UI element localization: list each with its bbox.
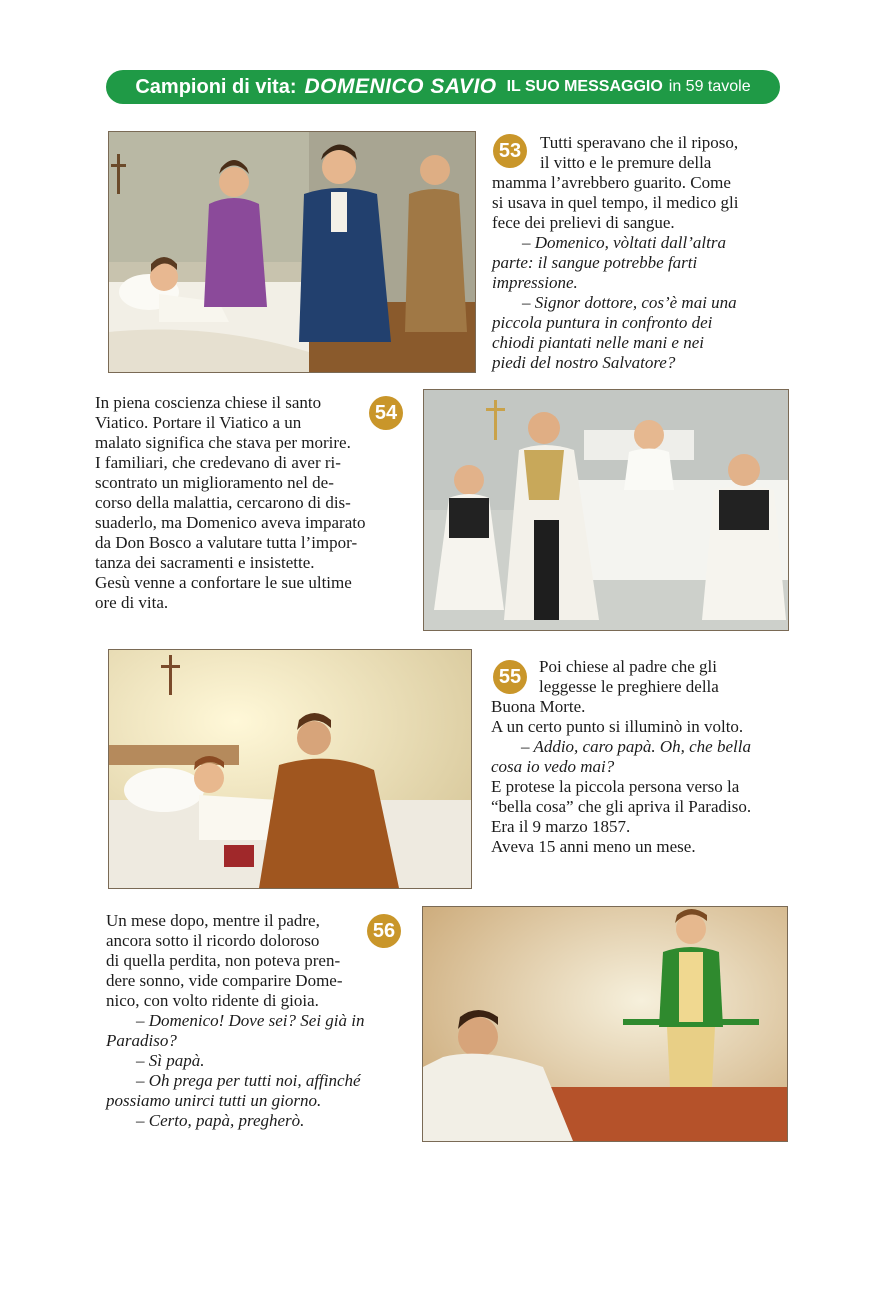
text-line: “bella cosa” che gli apriva il Paradiso. bbox=[491, 797, 752, 816]
text-line: – Addio, caro papà. Oh, che bella bbox=[521, 737, 751, 756]
text-line: cosa io vedo mai? bbox=[491, 757, 615, 776]
text-line: In piena coscienza chiese il santo bbox=[95, 393, 322, 412]
text-line: E protese la piccola persona verso la bbox=[491, 777, 740, 796]
text-line: tanza dei sacramenti e insistette. bbox=[95, 553, 315, 572]
illustration-54 bbox=[423, 389, 789, 631]
text-line: piedi del nostro Salvatore? bbox=[492, 353, 676, 372]
banner-series: Campioni di vita: bbox=[135, 75, 297, 98]
text-line: scontrato un miglioramento nel de- bbox=[95, 473, 334, 492]
text-line: Poi chiese al padre che gli bbox=[539, 657, 717, 676]
text-line: impressione. bbox=[492, 273, 578, 292]
text-line: Tutti speravano che il riposo, bbox=[540, 133, 739, 152]
text-line: parte: il sangue potrebbe farti bbox=[492, 253, 698, 272]
text-line: chiodi piantati nelle mani e nei bbox=[492, 333, 704, 352]
text-line: nico, con volto ridente di gioia. bbox=[106, 991, 319, 1010]
text-line: il vitto e le premure della bbox=[540, 153, 712, 172]
text-line: A un certo punto si illuminò in volto. bbox=[491, 717, 744, 736]
text-line: Viatico. Portare il Viatico a un bbox=[95, 413, 302, 432]
panel-text-53 bbox=[492, 133, 792, 373]
text-line: – Oh prega per tutti noi, affinché bbox=[136, 1071, 361, 1090]
text-line: corso della malattia, cercarono di dis- bbox=[95, 493, 351, 512]
text-line: da Don Bosco a valutare tutta l’impor- bbox=[95, 533, 358, 552]
text-line: di quella perdita, non poteva pren- bbox=[106, 951, 341, 970]
text-line: dere sonno, vide comparire Dome- bbox=[106, 971, 343, 990]
text-line: leggesse le preghiere della bbox=[539, 677, 719, 696]
panel-number-55: 55 bbox=[493, 660, 527, 694]
text-line: piccola puntura in confronto dei bbox=[492, 313, 713, 332]
text-line: Gesù venne a confortare le sue ultime bbox=[95, 573, 352, 592]
text-line: ore di vita. bbox=[95, 593, 169, 612]
text-line: ancora sotto il ricordo doloroso bbox=[106, 931, 320, 950]
text-line: fece dei prelievi di sangue. bbox=[492, 213, 675, 232]
banner-subtitle: IL SUO MESSAGGIO bbox=[506, 78, 663, 95]
text-line: possiamo unirci tutti un giorno. bbox=[106, 1091, 322, 1110]
text-line: Buona Morte. bbox=[491, 697, 586, 716]
text-line: suaderlo, ma Domenico aveva imparato bbox=[95, 513, 366, 532]
illustration-56 bbox=[422, 906, 788, 1142]
text-line: mamma l’avrebbero guarito. Come bbox=[492, 173, 731, 192]
title-banner bbox=[106, 70, 780, 104]
banner-name: DOMENICO SAVIO bbox=[304, 75, 497, 98]
text-line: si usava in quel tempo, il medico gli bbox=[492, 193, 739, 212]
text-line: I familiari, che credevano di aver ri- bbox=[95, 453, 341, 472]
illustration-53 bbox=[108, 131, 476, 373]
text-line: Aveva 15 anni meno un mese. bbox=[491, 837, 696, 856]
text-line: – Domenico, vòltati dall’altra bbox=[522, 233, 726, 252]
text-line: Era il 9 marzo 1857. bbox=[491, 817, 631, 836]
text-line: Un mese dopo, mentre il padre, bbox=[106, 911, 320, 930]
text-line: – Domenico! Dove sei? Sei già in bbox=[136, 1011, 365, 1030]
panel-text-55 bbox=[491, 657, 806, 857]
text-line: – Sì papà. bbox=[136, 1051, 205, 1070]
text-line: – Certo, papà, pregherò. bbox=[136, 1111, 305, 1130]
panel-text-54 bbox=[95, 393, 407, 613]
panel-number-54: 54 bbox=[369, 396, 403, 430]
text-line: Paradiso? bbox=[106, 1031, 177, 1050]
panel-text-56 bbox=[106, 911, 408, 1131]
illustration-55 bbox=[108, 649, 472, 889]
banner-count: in 59 tavole bbox=[668, 78, 751, 95]
text-line: – Signor dottore, cos’è mai una bbox=[522, 293, 737, 312]
panel-number-53: 53 bbox=[493, 134, 527, 168]
text-line: malato significa che stava per morire. bbox=[95, 433, 351, 452]
panel-number-56: 56 bbox=[367, 914, 401, 948]
